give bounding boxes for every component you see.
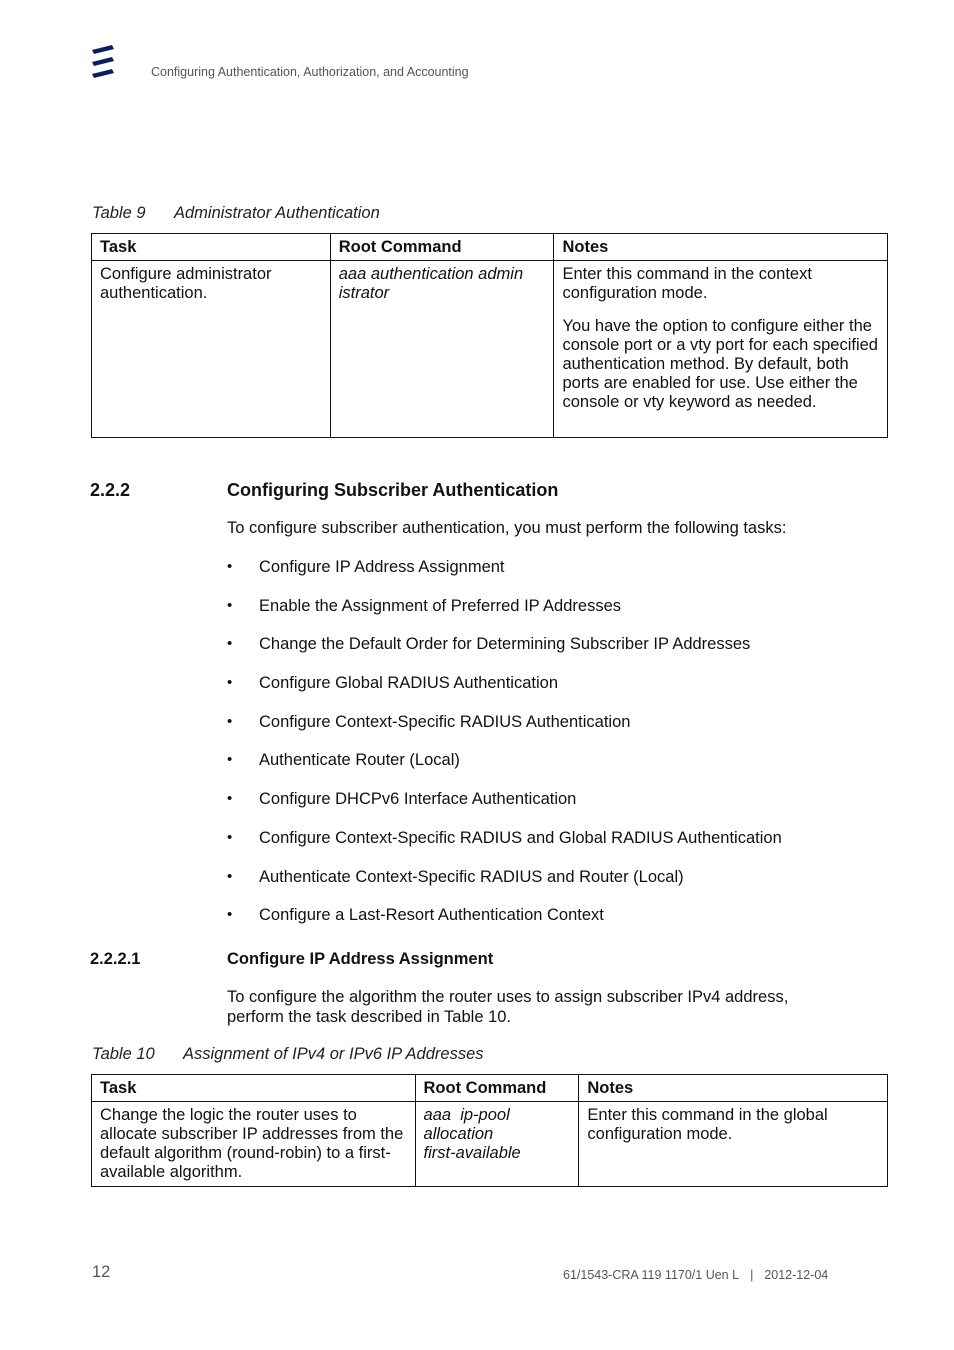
list-item [227,556,782,595]
command-line: allocation [423,1125,494,1143]
note-paragraph: Enter this command in the context configuration mode. [562,265,812,302]
bullet-icon: • [227,596,233,614]
subsection-intro: To configure the algorithm the router uses to assign subscriber IPv4 address, perform the task described in Table 10. [227,988,789,1026]
column-header-task: Task [92,234,331,261]
table-10-title: Assignment of IPv4 or IPv6 IP Addresses [183,1045,484,1063]
bullet-icon: • [227,674,233,692]
table-10-number: Table 10 [92,1045,155,1063]
column-header-notes: Notes [554,234,888,261]
document-reference [563,1268,828,1282]
bullet-icon: • [227,867,233,885]
bullet-icon: • [227,712,233,730]
subsection-number: 2.2.2.1 [90,950,141,968]
ip-address-assignment-table [91,1074,888,1187]
table-9-caption [92,204,380,223]
running-header-title: Configuring Authentication, Authorization, and Accounting [151,65,469,79]
footer-separator: | [750,1268,754,1282]
ericsson-logo-icon [90,44,116,80]
list-item [227,633,782,672]
table-row [92,261,888,438]
list-item [227,672,782,711]
list-item [227,788,782,827]
list-item-text: Change the Default Order for Determining Subscriber IP Addresses [259,635,751,654]
bullet-icon: • [227,558,233,575]
command-line: aaa authentication admin [338,265,524,283]
command-line: istrator [338,284,390,302]
root-command-cell [330,261,554,438]
notes-cell [554,261,888,438]
column-header-root-command: Root Command [330,234,554,261]
column-header-root-command: Root Command [415,1075,579,1102]
column-header-notes: Notes [579,1075,888,1102]
table-10-caption [92,1045,484,1064]
list-item-text: Authenticate Router (Local) [259,751,460,770]
list-item [227,827,782,866]
list-item-text: Enable the Assignment of Preferred IP Addresses [259,596,621,615]
task-cell: Configure administrator authentication. [92,261,331,438]
note-paragraph: You have the option to configure either the console port or a vty port for each specified authentication method. By default, both ports are enabled for use. Use either the console or vty keyword as needed. [562,317,878,411]
root-command-cell [415,1102,579,1187]
table-row [92,1102,888,1187]
list-item-text: Authenticate Context-Specific RADIUS and Router (Local) [259,867,684,886]
list-item-text: Configure Global RADIUS Authentication [259,674,558,693]
list-item [227,749,782,788]
command-line: first-available [423,1144,521,1162]
list-item-text: Configure DHCPv6 Interface Authentication [259,790,577,809]
administrator-authentication-table [91,233,888,438]
subsection-title: Configure IP Address Assignment [227,950,494,968]
bullet-icon: • [227,751,233,769]
task-cell: Change the logic the router uses to allocate subscriber IP addresses from the default algorithm (round-robin) to a first-available algorithm. [92,1102,416,1187]
bullet-icon: • [227,635,233,653]
bullet-icon: • [227,906,233,924]
document-id: 61/1543-CRA 119 1170/1 Uen L [563,1268,740,1282]
bullet-icon: • [227,828,233,846]
task-list [227,556,782,943]
bullet-icon: • [227,790,233,808]
section-number: 2.2.2 [90,480,131,500]
page-number: 12 [92,1263,111,1281]
document-date: 2012-12-04 [764,1268,829,1282]
table-9-number: Table 9 [92,204,146,222]
section-intro: To configure subscriber authentication, you must perform the following tasks: [227,519,787,537]
column-header-task: Task [92,1075,416,1102]
list-item [227,595,782,634]
list-item-text: Configure a Last-Resort Authentication Context [259,906,604,925]
list-item [227,866,782,905]
table-header-row [92,234,888,261]
table-9-title: Administrator Authentication [174,204,380,222]
notes-cell: Enter this command in the global configuration mode. [579,1102,888,1187]
table-header-row [92,1075,888,1102]
list-item-text: Configure Context-Specific RADIUS Authentication [259,712,631,731]
list-item [227,904,782,943]
command-line: aaa ip-pool [423,1106,510,1124]
list-item-text: Configure IP Address Assignment [259,558,505,576]
list-item-text: Configure Context-Specific RADIUS and Global RADIUS Authentication [259,828,782,847]
list-item [227,711,782,750]
section-title: Configuring Subscriber Authentication [227,480,559,500]
